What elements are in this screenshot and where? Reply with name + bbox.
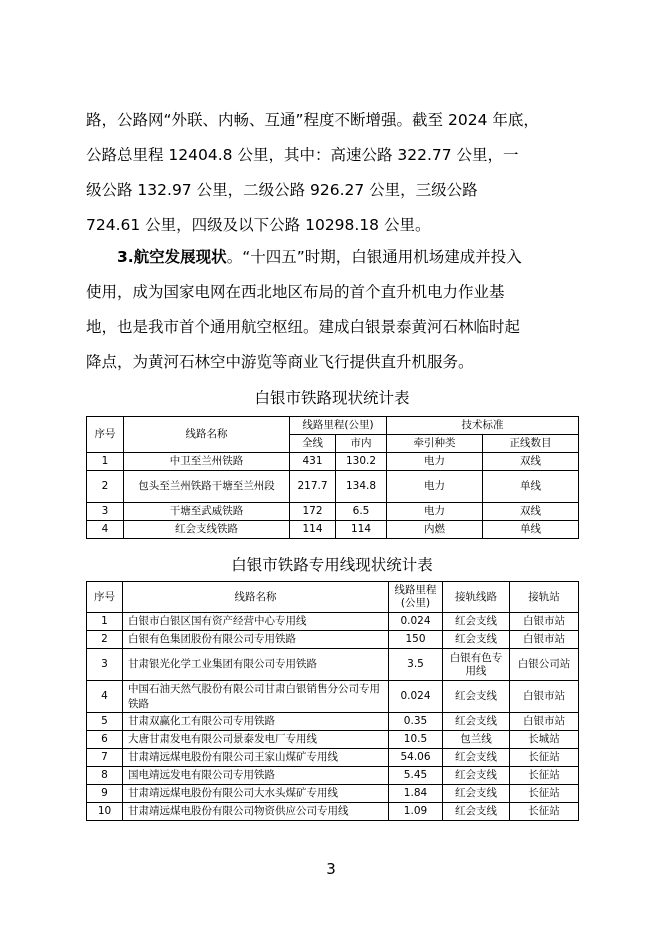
cell-mileage: 54.06 <box>389 749 443 767</box>
aviation-first-line: 。“十四五”时期，白银通用机场建成并投入 <box>226 248 522 266</box>
cell-connect-line: 红会支线 <box>443 803 510 821</box>
cell-connect-station: 白银市站 <box>510 631 579 649</box>
cell-total: 114 <box>290 521 336 539</box>
cell-connect-station: 白银市站 <box>510 713 579 731</box>
col-header-traction: 牵引种类 <box>387 435 483 453</box>
cell-no: 1 <box>87 613 123 631</box>
cell-no: 4 <box>87 521 124 539</box>
cell-no: 9 <box>87 785 123 803</box>
cell-no: 6 <box>87 731 123 749</box>
cell-mileage: 10.5 <box>389 731 443 749</box>
table-row <box>87 631 579 649</box>
cell-traction: 内燃 <box>387 521 483 539</box>
table-row <box>87 785 579 803</box>
cell-no: 3 <box>87 503 124 521</box>
cell-tracks: 双线 <box>483 503 579 521</box>
cell-connect-line: 红会支线 <box>443 613 510 631</box>
col-header-connect-station: 接轨站 <box>510 582 579 613</box>
cell-name: 白银有色集团股份有限公司专用铁路 <box>123 631 389 649</box>
cell-no: 3 <box>87 649 123 681</box>
cell-connect-station: 白银市站 <box>510 681 579 713</box>
table-header-row <box>87 582 579 613</box>
cell-name: 甘肃双赢化工有限公司专用铁路 <box>123 713 389 731</box>
spur-line-table <box>86 581 579 821</box>
page-number: 3 <box>326 860 336 878</box>
cell-mileage: 1.09 <box>389 803 443 821</box>
cell-name: 干塘至武威铁路 <box>124 503 290 521</box>
cell-connect-station: 长城站 <box>510 731 579 749</box>
cell-connect-line: 红会支线 <box>443 681 510 713</box>
table-row <box>87 613 579 631</box>
cell-name: 大唐甘肃发电有限公司景泰发电厂专用线 <box>123 731 389 749</box>
col-header-tech: 技术标准 <box>387 417 579 435</box>
table-row <box>87 681 579 713</box>
aviation-paragraph <box>86 240 578 380</box>
table-header-row <box>87 417 579 435</box>
cell-no: 5 <box>87 713 123 731</box>
cell-mileage: 5.45 <box>389 767 443 785</box>
railway-table <box>86 416 579 539</box>
cell-city: 6.5 <box>336 503 387 521</box>
cell-name: 白银市白银区国有资产经营中心专用线 <box>123 613 389 631</box>
col-header-connect-line: 接轨线路 <box>443 582 510 613</box>
col-header-name: 线路名称 <box>123 582 389 613</box>
cell-name: 甘肃靖远煤电股份有限公司大水头煤矿专用线 <box>123 785 389 803</box>
cell-no: 7 <box>87 749 123 767</box>
cell-connect-line: 白银有色专用线 <box>443 649 510 681</box>
spur-table-title: 白银市铁路专用线现状统计表 <box>231 556 433 574</box>
cell-connect-line: 包兰线 <box>443 731 510 749</box>
col-header-mileage: 线路里程(公里) <box>290 417 387 435</box>
cell-connect-line: 红会支线 <box>443 631 510 649</box>
cell-tracks: 双线 <box>483 453 579 471</box>
table-row <box>87 521 579 539</box>
cell-mileage: 150 <box>389 631 443 649</box>
cell-connect-line: 红会支线 <box>443 767 510 785</box>
cell-name: 甘肃银光化学工业集团有限公司专用铁路 <box>123 649 389 681</box>
cell-connect-station: 长征站 <box>510 749 579 767</box>
cell-connect-line: 红会支线 <box>443 785 510 803</box>
table-row <box>87 503 579 521</box>
cell-traction: 电力 <box>387 503 483 521</box>
cell-name: 中国石油天然气股份有限公司甘肃白银销售分公司专用铁路 <box>123 681 389 713</box>
cell-connect-station: 白银市站 <box>510 613 579 631</box>
col-header-tracks: 正线数目 <box>483 435 579 453</box>
cell-name: 包头至兰州铁路干塘至兰州段 <box>124 471 290 503</box>
text-line: 级公路 132.97 公里，二级公路 926.27 公里，三级公路 <box>86 181 478 199</box>
cell-name: 甘肃靖远煤电股份有限公司王家山煤矿专用线 <box>123 749 389 767</box>
col-header-city: 市内 <box>336 435 387 453</box>
cell-mileage: 0.024 <box>389 613 443 631</box>
cell-no: 10 <box>87 803 123 821</box>
cell-connect-line: 红会支线 <box>443 713 510 731</box>
text-line: 使用，成为国家电网在西北地区布局的首个直升机电力作业基 <box>86 283 505 301</box>
railway-table-title: 白银市铁路现状统计表 <box>254 389 410 407</box>
text-line: 路，公路网“外联、内畅、互通”程度不断增强。截至 2024 年底， <box>86 111 539 129</box>
cell-mileage: 0.35 <box>389 713 443 731</box>
cell-no: 1 <box>87 453 124 471</box>
col-header-total: 全线 <box>290 435 336 453</box>
cell-no: 8 <box>87 767 123 785</box>
text-line: 降点，为黄河石林空中游览等商业飞行提供直升机服务。 <box>86 353 474 371</box>
table-row <box>87 649 579 681</box>
cell-tracks: 单线 <box>483 521 579 539</box>
table-row <box>87 749 579 767</box>
text-line: 地，也是我市首个通用航空枢纽。建成白银景泰黄河石林临时起 <box>86 318 521 336</box>
col-header-name: 线路名称 <box>124 417 290 453</box>
cell-no: 4 <box>87 681 123 713</box>
cell-no: 2 <box>87 631 123 649</box>
table-row <box>87 803 579 821</box>
cell-city: 134.8 <box>336 471 387 503</box>
cell-total: 172 <box>290 503 336 521</box>
col-header-mileage: 线路里程(公里) <box>389 582 443 613</box>
cell-city: 130.2 <box>336 453 387 471</box>
text-line: 724.61 公里，四级及以下公路 10298.18 公里。 <box>86 216 431 234</box>
cell-traction: 电力 <box>387 471 483 503</box>
col-header-no: 序号 <box>87 582 123 613</box>
cell-mileage: 3.5 <box>389 649 443 681</box>
col-header-no: 序号 <box>87 417 124 453</box>
cell-name: 甘肃靖远煤电股份有限公司物资供应公司专用线 <box>123 803 389 821</box>
cell-name: 中卫至兰州铁路 <box>124 453 290 471</box>
cell-name: 国电靖远发电有限公司专用铁路 <box>123 767 389 785</box>
cell-mileage: 0.024 <box>389 681 443 713</box>
cell-total: 431 <box>290 453 336 471</box>
text-line: 公路总里程 12404.8 公里，其中：高速公路 322.77 公里，一 <box>86 146 519 164</box>
cell-connect-station: 白银公司站 <box>510 649 579 681</box>
table-row <box>87 713 579 731</box>
cell-city: 114 <box>336 521 387 539</box>
aviation-heading: 3.航空发展现状 <box>117 248 227 266</box>
cell-traction: 电力 <box>387 453 483 471</box>
cell-total: 217.7 <box>290 471 336 503</box>
table-row <box>87 767 579 785</box>
cell-tracks: 单线 <box>483 471 579 503</box>
table-row <box>87 453 579 471</box>
cell-no: 2 <box>87 471 124 503</box>
highway-paragraph <box>86 103 578 243</box>
cell-connect-station: 长征站 <box>510 767 579 785</box>
text-line <box>86 240 578 275</box>
cell-connect-line: 红会支线 <box>443 749 510 767</box>
table-row <box>87 471 579 503</box>
cell-mileage: 1.84 <box>389 785 443 803</box>
cell-connect-station: 长征站 <box>510 785 579 803</box>
cell-connect-station: 长征站 <box>510 803 579 821</box>
cell-name: 红会支线铁路 <box>124 521 290 539</box>
table-row <box>87 731 579 749</box>
